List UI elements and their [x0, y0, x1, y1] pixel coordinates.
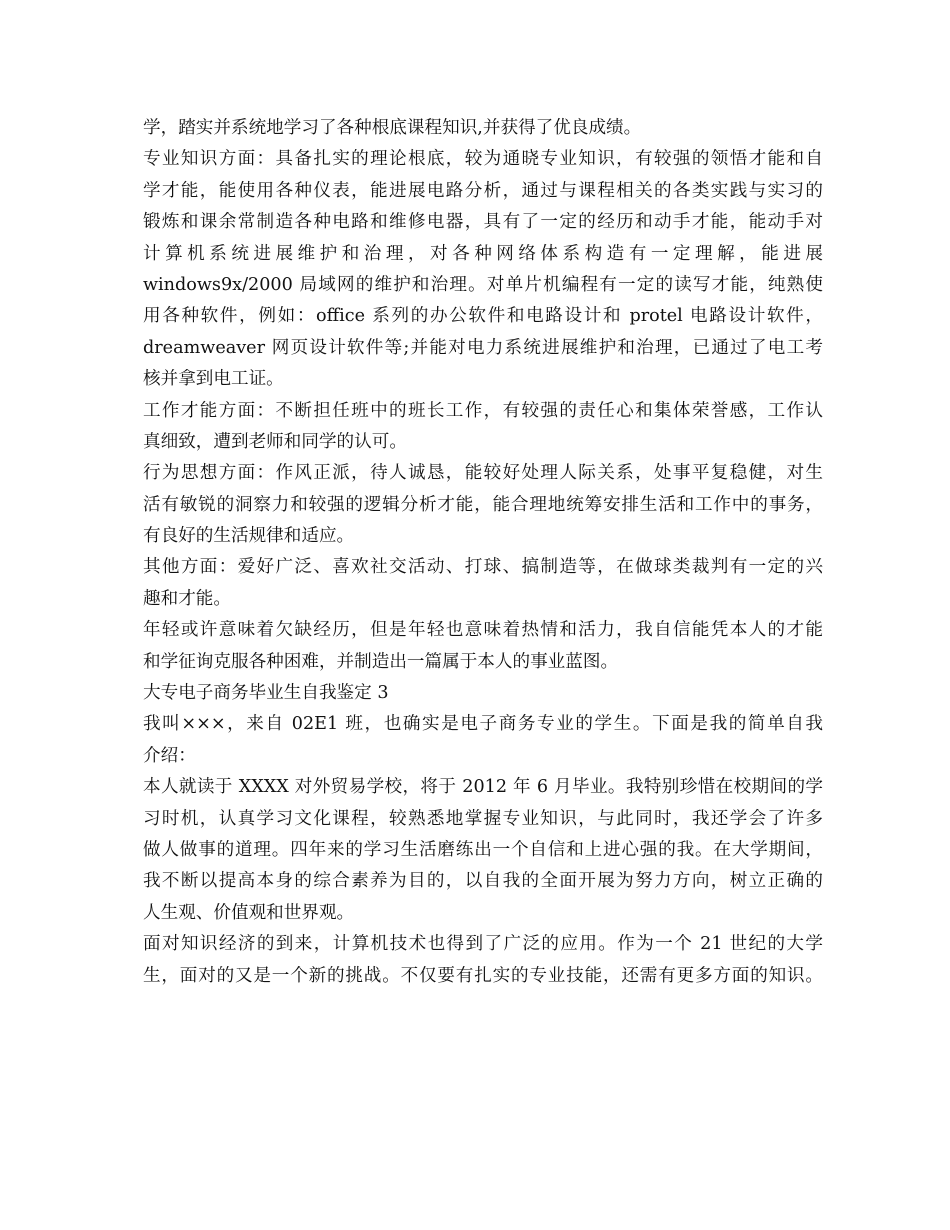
text-line: 锻炼和课余常制造各种电路和维修电器，具有了一定的经历和动手才能，能动手对 [143, 212, 823, 233]
text-line: 用各种软件，例如：office 系列的办公软件和电路设计和 protel 电路设计软件， [143, 306, 823, 327]
text-line: 活有敏锐的洞察力和较强的逻辑分析才能，能合理地统筹安排生活和工作中的事务， [143, 494, 823, 515]
text-line: 核并拿到电工证。 [143, 369, 284, 390]
section-heading: 大专电子商务毕业生自我鉴定 3 [143, 683, 389, 704]
text-line: 其他方面：爱好广泛、喜欢社交活动、打球、搞制造等，在做球类裁判有一定的兴 [143, 557, 823, 578]
text-line: 介绍： [143, 745, 196, 766]
text-line: 我不断以提高本身的综合素养为目的，以自我的全面开展为努力方向，树立正确的 [143, 871, 823, 892]
text-line: 习时机，认真学习文化课程，较熟悉地掌握专业知识，与此同时，我还学会了许多 [143, 808, 823, 829]
text-line: 年轻或许意味着欠缺经历，但是年轻也意味着热情和活力，我自信能凭本人的才能 [143, 620, 823, 641]
text-line: 人生观、价值观和世界观。 [143, 902, 355, 923]
text-line: 行为思想方面：作风正派，待人诚恳，能较好处理人际关系，处事平复稳健，对生 [143, 463, 823, 484]
text-line: 我叫×××，来自 02E1 班，也确实是电子商务专业的学生。下面是我的简单自我 [143, 714, 823, 735]
text-line: 学，踏实并系统地学习了各种根底课程知识,并获得了优良成绩。 [143, 118, 642, 138]
text-line: 计算机系统进展维护和治理，对各种网络体系构造有一定理解，能进展 [143, 243, 823, 264]
text-line: dreamweaver 网页设计软件等;并能对电力系统进展维护和治理，已通过了电工考 [143, 337, 823, 358]
text-line: 和学征询克服各种困难，并制造出一篇属于本人的事业蓝图。 [143, 651, 619, 672]
text-line: 有良好的生活规律和适应。 [143, 526, 355, 547]
text-line: 工作才能方面：不断担任班中的班长工作，有较强的责任心和集体荣誉感，工作认 [143, 400, 823, 421]
text-line: 学才能，能使用各种仪表，能进展电路分析，通过与课程相关的各类实践与实习的 [143, 180, 823, 201]
text-line: 面对知识经济的到来，计算机技术也得到了广泛的应用。作为一个 21 世纪的大学 [143, 934, 823, 955]
text-line: windows9x/2000 局域网的维护和治理。对单片机编程有一定的读写才能，纯熟使 [143, 274, 823, 295]
text-line: 真细致，遭到老师和同学的认可。 [143, 431, 407, 452]
text-line: 趣和才能。 [143, 588, 231, 609]
text-line: 做人做事的道理。四年来的学习生活磨练出一个自信和上进心强的我。在大学期间， [143, 839, 823, 860]
text-line: 专业知识方面：具备扎实的理论根底，较为通晓专业知识，有较强的领悟才能和自 [143, 149, 823, 170]
text-line: 本人就读于 XXXX 对外贸易学校，将于 2012 年 6 月毕业。我特别珍惜在校期间的学 [143, 777, 823, 798]
document-body [143, 113, 823, 992]
text-line: 生，面对的又是一个新的挑战。不仅要有扎实的专业技能，还需有更多方面的知识。 [143, 965, 823, 986]
